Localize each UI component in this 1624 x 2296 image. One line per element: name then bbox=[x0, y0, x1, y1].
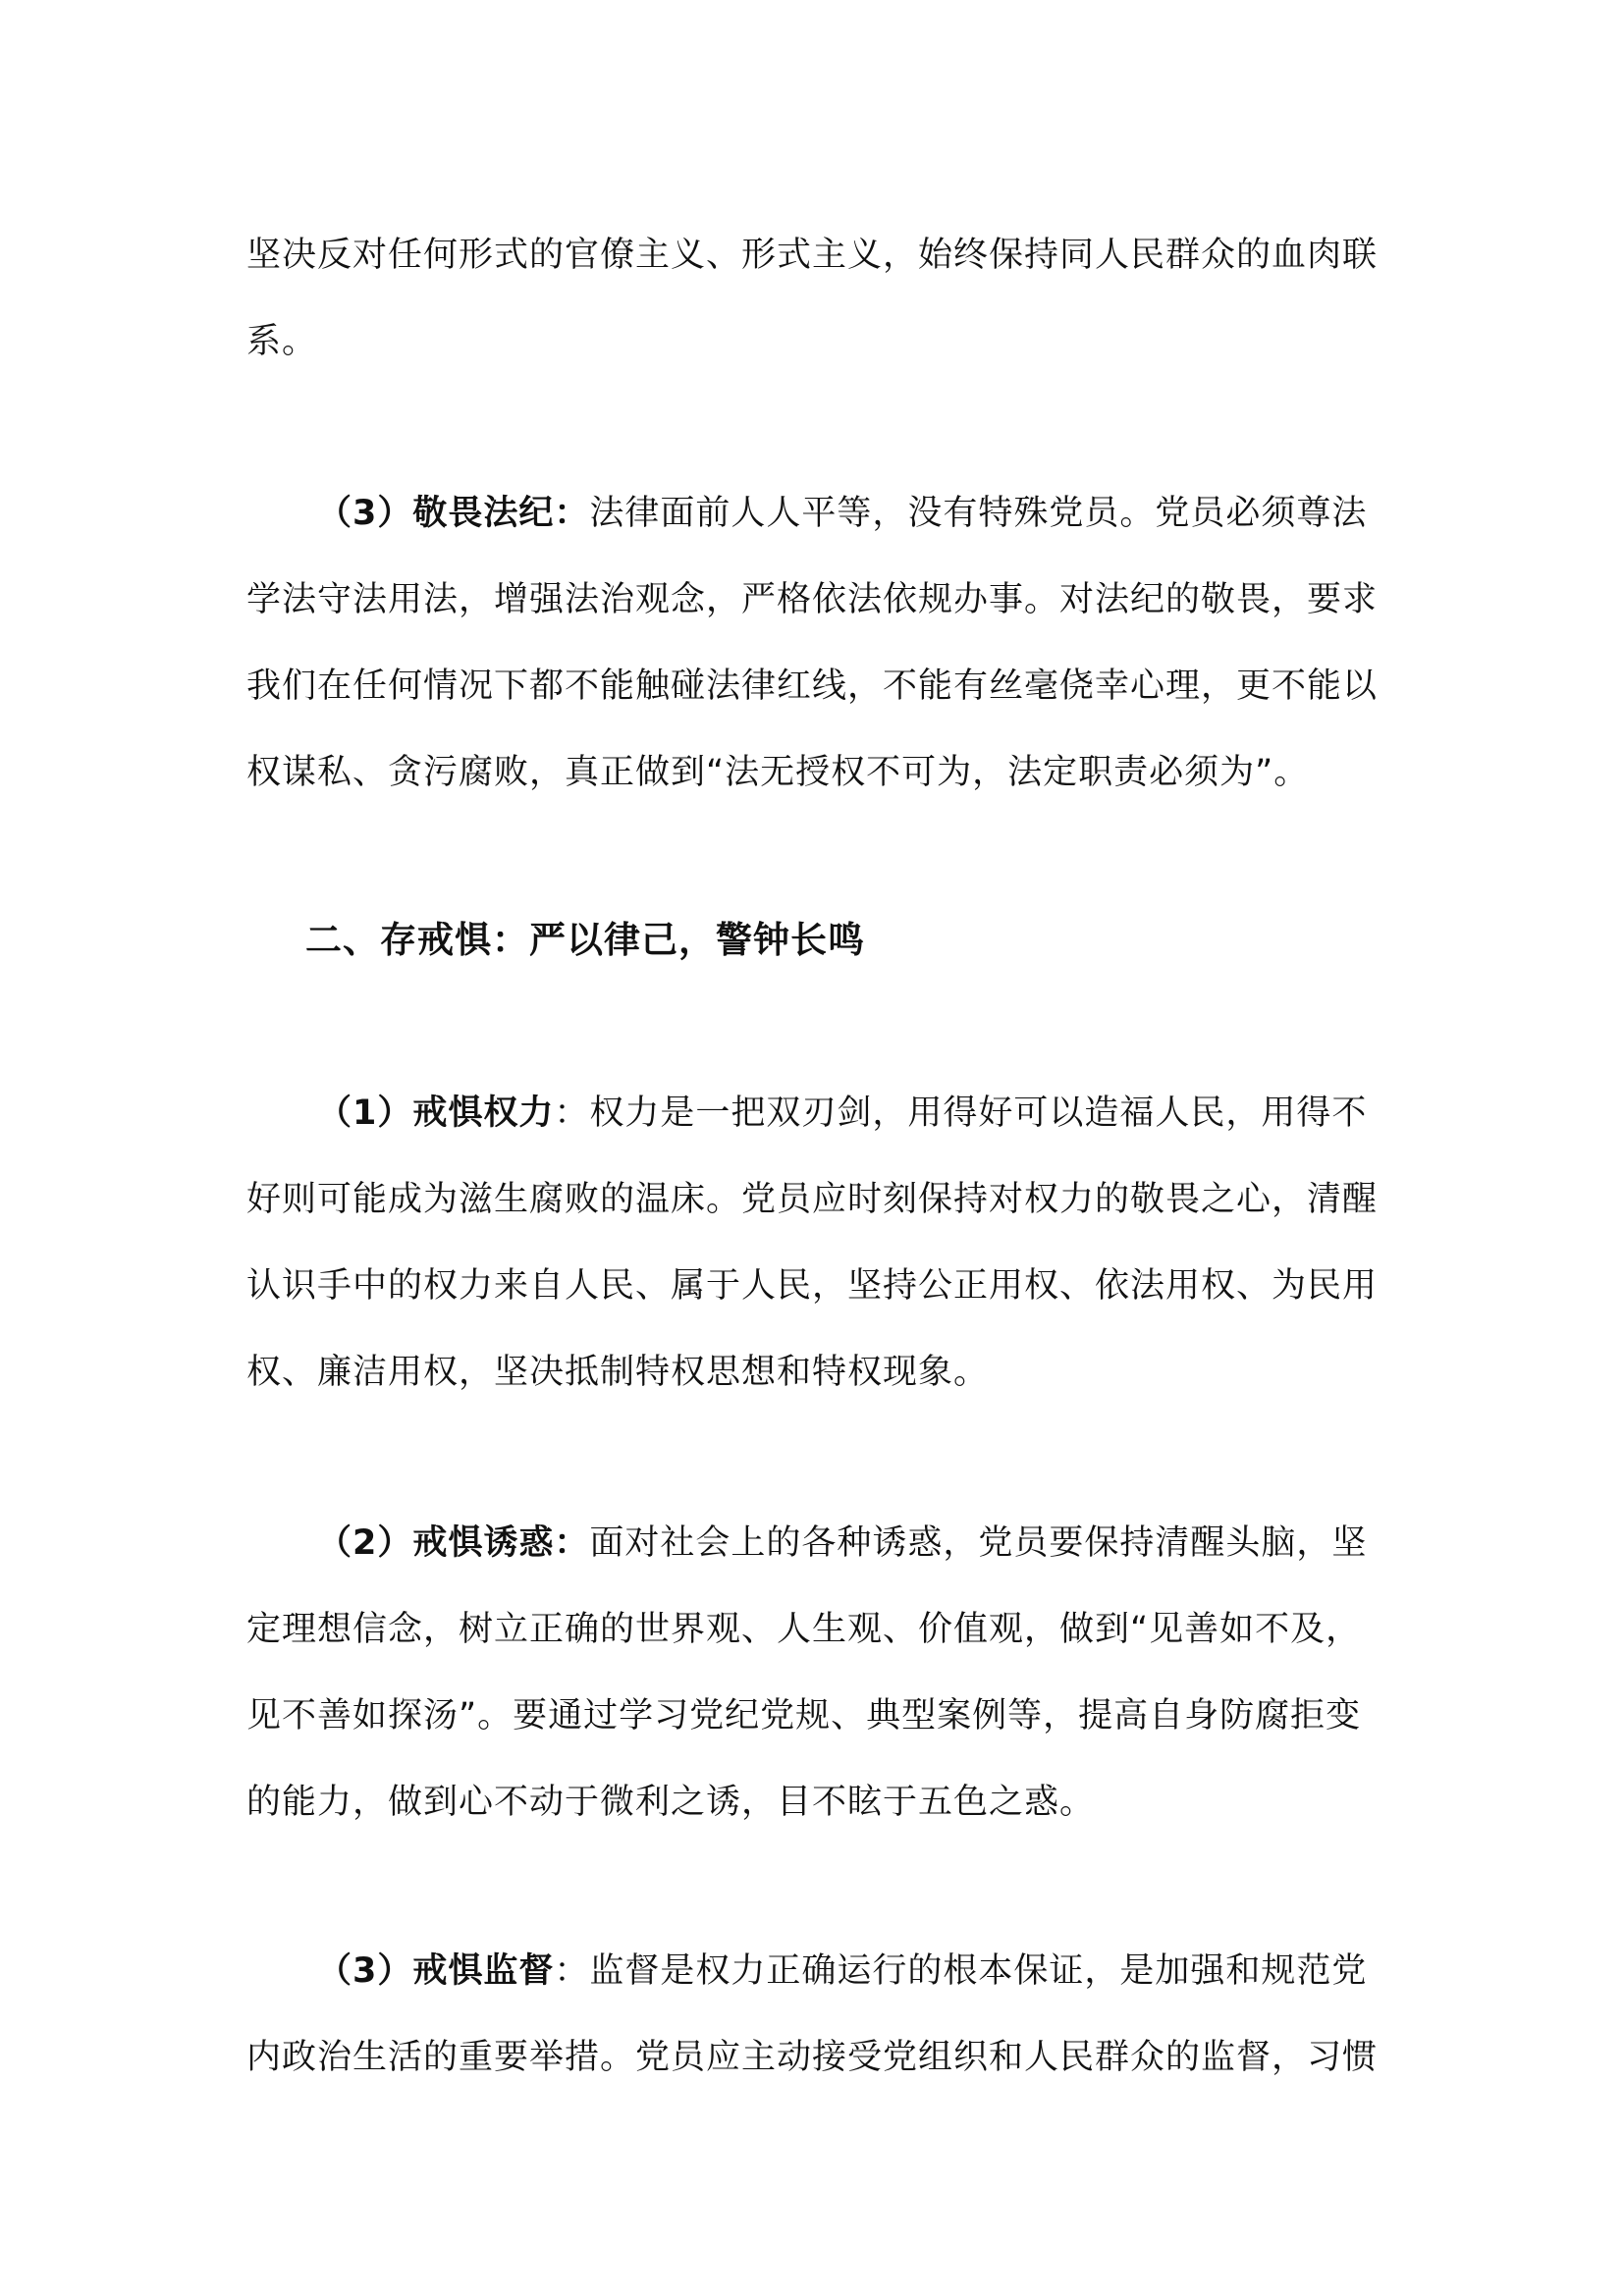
paragraph-separator: ： bbox=[554, 1951, 590, 1991]
paragraph-text: 坚决反对任何形式的官僚主义、形式主义，始终保持同人民群众的血肉联系。 bbox=[246, 236, 1379, 361]
paragraph-text: 法律面前人人平等，没有特殊党员。党员必须尊法学法守法用法，增强法治观念，严格依法依规办事。对法纪的敬畏，要求我们在任何情况下都不能触碰法律红线，不能有丝毫侥幸心理，更不能以权谋私、贪污腐败，真正做到“法无授权不可为，法定职责必须为”。 bbox=[246, 494, 1379, 792]
paragraph-fear-temptation bbox=[246, 1500, 1395, 1845]
paragraph-lead: （2）戒惧诱惑： bbox=[317, 1523, 590, 1563]
paragraph-lead: （1）戒惧权力 bbox=[317, 1094, 555, 1133]
paragraph-lead: （3）戒惧监督 bbox=[317, 1951, 555, 1991]
section-heading: 二、存戒惧：严以律己，警钟长鸣 bbox=[305, 919, 865, 961]
paragraph-text: 权力是一把双刃剑，用得好可以造福人民，用得不好则可能成为滋生腐败的温床。党员应时刻保持对权力的敬畏之心，清醒认识手中的权力来自人民、属于人民，坚持公正用权、依法用权、为民用权、廉洁用权，坚决抵制特权思想和特权现象。 bbox=[246, 1094, 1379, 1392]
paragraph-text: 监督是权力正确运行的根本保证，是加强和规范党内政治生活的重要举措。党员应主动接受党组织和人民群众的监督，习惯 bbox=[246, 1951, 1379, 2077]
paragraph-fear-law bbox=[246, 470, 1395, 816]
paragraph-separator: ： bbox=[554, 1094, 590, 1133]
paragraph-continuation bbox=[246, 212, 1395, 385]
paragraph-fear-power bbox=[246, 1070, 1395, 1415]
paragraph-fear-supervision bbox=[246, 1928, 1395, 2101]
paragraph-lead: （3）敬畏法纪： bbox=[317, 494, 590, 533]
paragraph-text: 面对社会上的各种诱惑，党员要保持清醒头脑，坚定理想信念，树立正确的世界观、人生观、价值观，做到“见善如不及，见不善如探汤”。要通过学习党纪党规、典型案例等，提高自身防腐拒变的能力，做到心不动于微利之诱，目不眩于五色之惑。 bbox=[246, 1523, 1368, 1822]
